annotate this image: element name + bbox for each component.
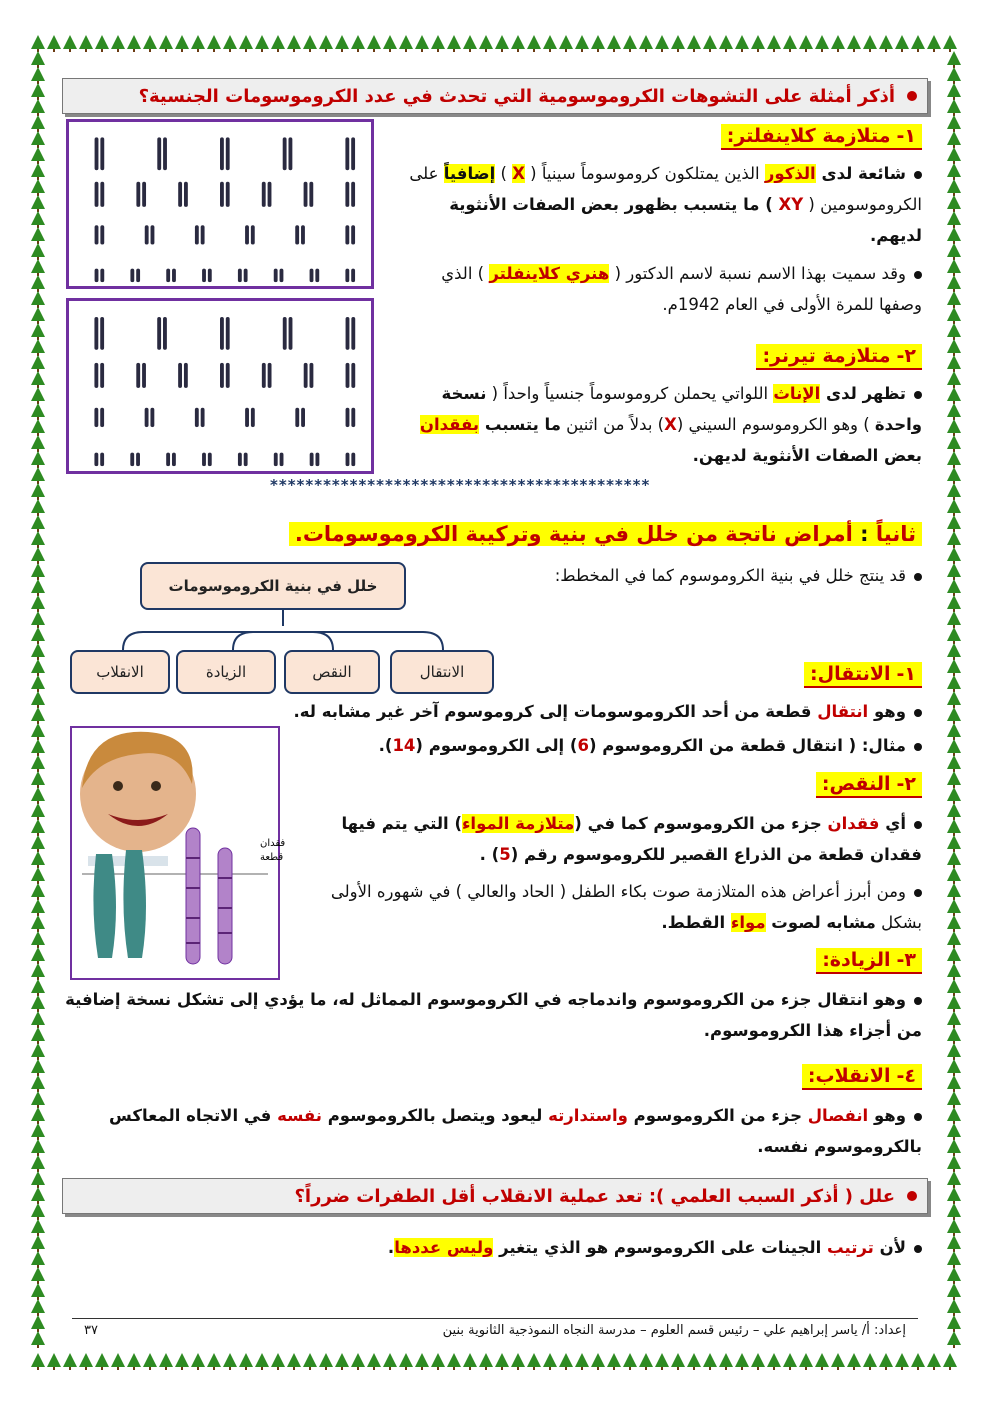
- translocation-paragraph-2: مثال: ( انتقال قطعة من الكروموسوم (6) إلى الكروموسوم (14).: [282, 730, 922, 761]
- karyotype-image-1: [66, 119, 374, 289]
- translocation-paragraph-1: وهو انتقال قطعة من أحد الكروموسومات إلى كروموسوم آخر غير مشابه له.: [62, 696, 922, 727]
- klinefelter-heading: [721, 124, 922, 150]
- diagram-box-inversion: الانقلاب: [70, 650, 170, 694]
- deletion-heading: ٢-النقص:: [816, 772, 922, 798]
- star-separator: *******************************************: [270, 476, 651, 494]
- diagram-connectors: [68, 610, 488, 650]
- heading-number: ٢-: [896, 345, 916, 367]
- turner-paragraph: تظهر لدى الإناث اللواتي يحملن كروموسوماً جنسياً واحداً ( نسخة واحدة ) وهو الكروموسوم السيني (X) بدلاً من اثنين ما يتسبب بفقدان بعض الصفات الأنثوية لديهن.: [419, 384, 922, 465]
- diagram-box-translocation: الانتقال: [390, 650, 494, 694]
- duplication-heading: ٣-الزيادة:: [816, 948, 922, 974]
- page-content: [58, 70, 932, 1342]
- duplication-paragraph: وهو انتقال جزء من الكروموسوم واندماجه في الكروموسوم المماثل له، ما يؤدي إلى تشكل نسخة إضافية من أجزاء هذا الكروموسوم.: [65, 990, 922, 1040]
- diagram-root-box: خلل في بنية الكروموسومات: [140, 562, 406, 610]
- klinefelter-paragraph-1: شائعة لدى الذكور الذين يمتلكون كروموسوماً سينياً ( X ) إضافياً على الكروموسومين ( XY ) ما يتسبب بظهور بعض الصفات الأنثوية لديهم.: [409, 164, 922, 245]
- heading-title: متلازمة تيرنر:: [762, 345, 891, 367]
- diagram-box-deletion: النقص: [284, 650, 380, 694]
- question-2-text: علل ( أذكر السبب العلمي ): تعد عملية الانقلاب أقل الطفرات ضرراً؟: [294, 1185, 895, 1207]
- translocation-heading: ١-الانتقال:: [804, 662, 922, 688]
- bullet-icon: [907, 91, 917, 101]
- page-footer: [72, 1318, 918, 1342]
- diagram-box-duplication: الزيادة: [176, 650, 276, 694]
- footer-credit: إعداد: أ/ ياسر إبراهيم علي – رئيس قسم العلوم – مدرسة النجاه النموذجية الثانوية بنين: [442, 1323, 906, 1338]
- klinefelter-paragraph-2: وقد سميت بهذا الاسم نسبة لاسم الدكتور ( هنري كلاينفلتر ) الذي وصفها للمرة الأولى في العام 1942م.: [441, 264, 922, 314]
- page-number: ٣٧: [84, 1323, 98, 1338]
- question-bar-1: [62, 78, 928, 114]
- figure-label-1: فقدان: [260, 838, 286, 849]
- question-1-text: أذكر أمثلة على التشوهات الكروموسومية التي تحدث في عدد الكروموسومات الجنسية؟: [138, 85, 895, 107]
- deletion-paragraph-1: أي فقدان جزء من الكروموسوم كما في (متلازمة المواء) التي يتم فيها فقدان قطعة من الذراع القصير للكروموسوم رقم (5) .: [341, 814, 922, 864]
- question-bar-2: [62, 1178, 928, 1214]
- deletion-paragraph-2: ومن أبرز أعراض هذه المتلازمة صوت بكاء الطفل ( الحاد والعالي ) في شهوره الأولى بشكل مشابه لصوت مواء القطط.: [330, 882, 922, 932]
- bullet-icon: [907, 1191, 917, 1201]
- inversion-heading: ٤-الانقلاب:: [802, 1064, 922, 1090]
- inversion-paragraph: وهو انفصال جزء من الكروموسوم واستدارته ليعود ويتصل بالكروموسوم نفسه في الاتجاه المعاكس بالكروموسوم نفسه.: [109, 1106, 922, 1156]
- heading-title: متلازمة كلاينفلتر:: [726, 125, 891, 147]
- heading-number: ١-: [896, 125, 916, 147]
- diagram-intro: قد ينتج خلل في بنية الكروموسوم كما في المخطط:: [482, 560, 922, 591]
- figure-label-2: قطعة: [260, 852, 284, 863]
- cri-du-chat-figure: [70, 726, 286, 980]
- section-two-title: ثانياً : أمراض ناتجة من خلل في بنية وتركيبة الكروموسومات.: [289, 522, 922, 546]
- turner-heading: [756, 344, 922, 370]
- karyotype-image-2: [66, 298, 374, 474]
- answer-paragraph: لأن ترتيب الجينات على الكروموسوم هو الذي يتغير وليس عددها.: [62, 1232, 922, 1263]
